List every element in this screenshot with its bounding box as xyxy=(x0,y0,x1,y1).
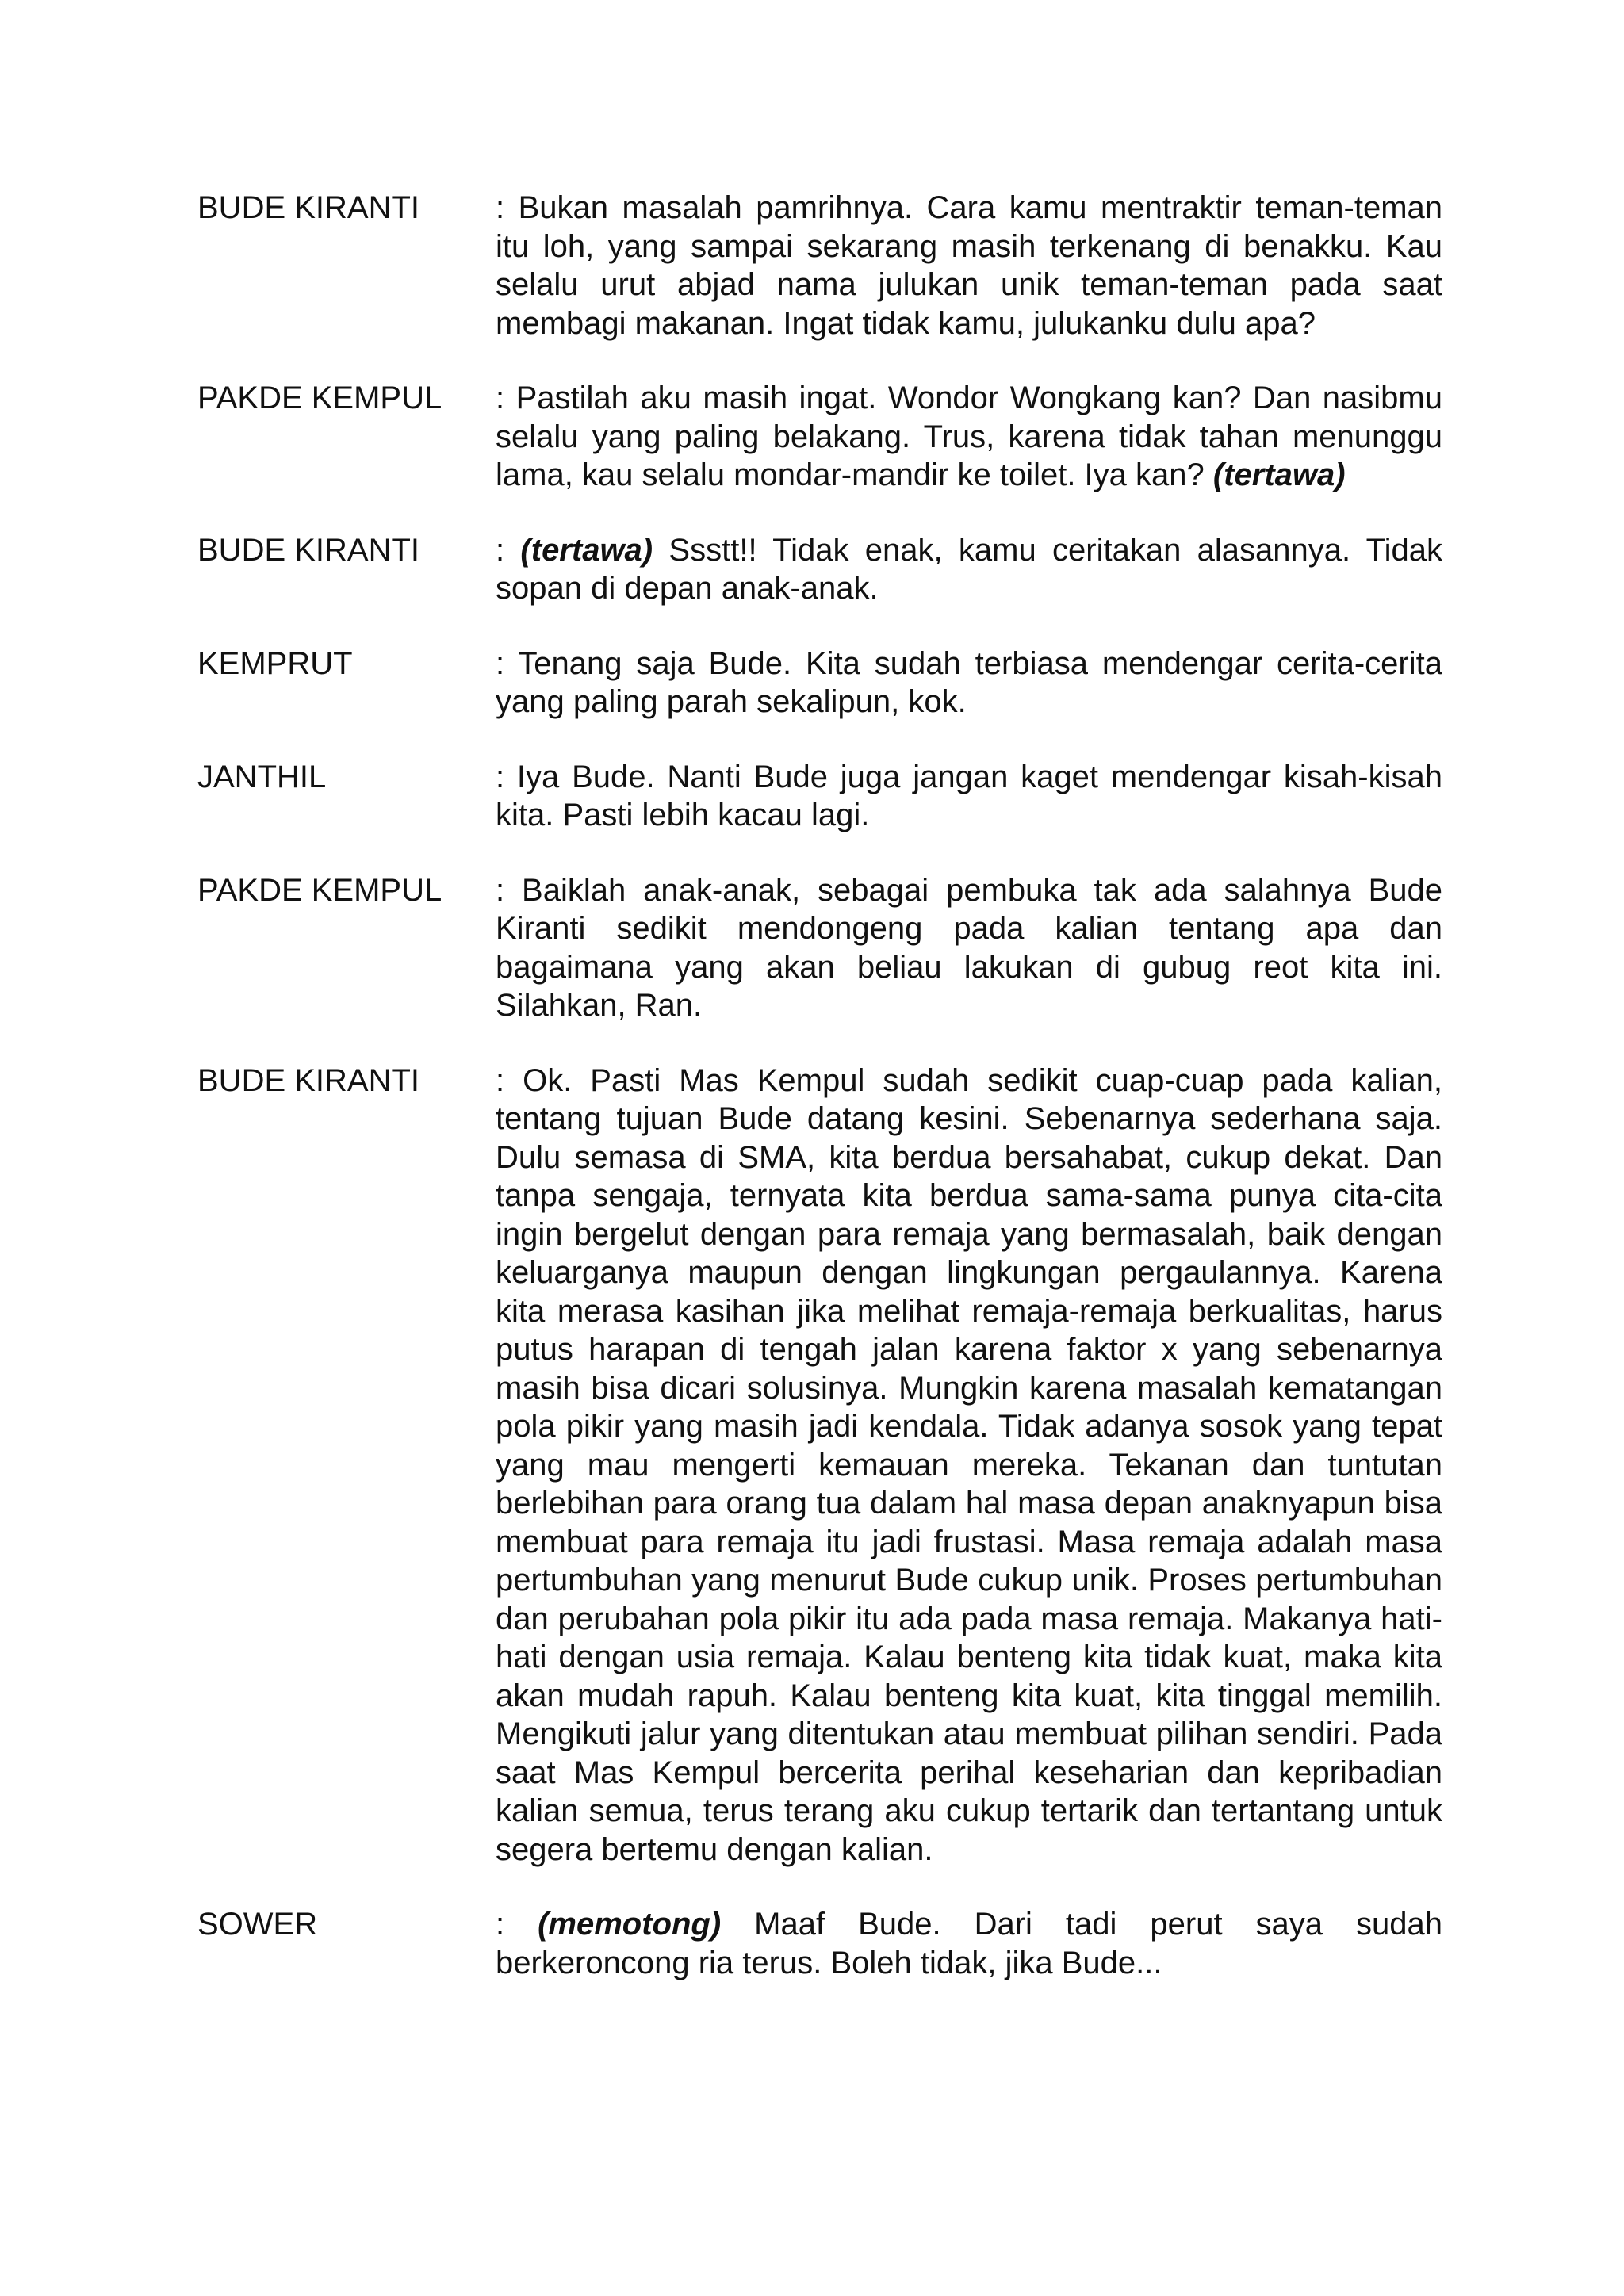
dialogue-segment: : Ok. Pasti Mas Kempul sudah sedikit cuap-cuap pada kalian, tentang tujuan Bude datang kesini. Sebenarnya sederhana saja. Dulu semasa di SMA, kita berdua bersahabat, cukup dekat. Dan tanpa sengaja, ternyata kita berdua sama-sama punya cita-cita ingin bergelut dengan para remaja yang bermasalah, baik dengan keluarganya maupun dengan lingkungan pergaulannya. Karena kita merasa kasihan jika melihat remaja-remaja berkualitas, harus putus harapan di tengah jalan karena faktor x yang sebenarnya masih bisa dicari solusinya. Mungkin karena masalah kematangan pola pikir yang masih jadi kendala. Tidak adanya sosok yang tepat yang mau mengerti kemauan mereka. Tekanan dan tuntutan berlebihan para orang tua dalam hal masa depan anaknyapun bisa membuat para remaja itu jadi frustasi. Masa remaja adalah masa pertumbuhan yang menurut Bude cukup unik. Proses pertumbuhan dan perubahan pola pikir itu ada pada masa remaja. Makanya hati-hati dengan usia remaja. Kalau benteng kita tidak kuat, maka kita akan mudah rapuh. Kalau benteng kita kuat, kita tinggal memilih. Mengikuti jalur yang ditentukan atau membuat pilihan sendiri. Pada saat Mas Kempul bercerita perihal keseharian dan kepribadian kalian semua, terus terang aku cukup tertarik dan tertantang untuk segera bertemu dengan kalian. xyxy=(496,1062,1442,1867)
dialogue-entry xyxy=(197,645,1442,721)
speaker-name: BUDE KIRANTI xyxy=(197,532,420,568)
dialogue-entry xyxy=(197,871,1442,1025)
dialogue-text xyxy=(496,871,1442,1025)
dialogue-segment: : Baiklah anak-anak, sebagai pembuka tak ada salahnya Bude Kiranti sedikit mendongeng pada kalian tentang apa dan bagaimana yang akan beliau lakukan di gubug reot kita ini. Silahkan, Ran. xyxy=(496,872,1442,1023)
dialogue-entry xyxy=(197,379,1442,495)
dialogue-segment: : xyxy=(496,1907,538,1942)
speaker-name: BUDE KIRANTI xyxy=(197,1062,420,1098)
dialogue-text xyxy=(496,1905,1442,1982)
script-dialogue xyxy=(197,189,1442,2019)
speaker-name: PAKDE KEMPUL xyxy=(197,872,442,908)
dialogue-segment: : xyxy=(496,532,521,568)
dialogue-segment: : Tenang saja Bude. Kita sudah terbiasa mendengar cerita-cerita yang paling parah sekalipun, kok. xyxy=(496,645,1442,719)
stage-direction: (tertawa) xyxy=(1212,457,1346,492)
dialogue-segment: : Iya Bude. Nanti Bude juga jangan kaget mendengar kisah-kisah kita. Pasti lebih kacau lagi. xyxy=(496,759,1442,832)
dialogue-text xyxy=(496,379,1442,495)
dialogue-entry xyxy=(197,1062,1442,1869)
speaker-name: PAKDE KEMPUL xyxy=(197,381,442,415)
dialogue-text xyxy=(496,1062,1442,1869)
dialogue-text xyxy=(496,531,1442,608)
dialogue-entry xyxy=(197,758,1442,835)
speaker-name: KEMPRUT xyxy=(197,645,353,681)
dialogue-text xyxy=(496,645,1442,721)
dialogue-segment: Ssstt!! Tidak enak, kamu ceritakan alasannya. Tidak sopan di depan anak-anak. xyxy=(496,532,1442,606)
speaker-name: BUDE KIRANTI xyxy=(197,190,420,225)
dialogue-entry xyxy=(197,531,1442,608)
speaker-name: JANTHIL xyxy=(197,759,327,794)
dialogue-segment: Maaf Bude. Dari tadi perut saya sudah berkeroncong ria terus. Boleh tidak, jika Bude... xyxy=(496,1907,1443,1980)
dialogue-entry xyxy=(197,1905,1442,1982)
dialogue-entry xyxy=(197,189,1442,342)
speaker-name: SOWER xyxy=(197,1907,318,1942)
dialogue-segment: : Bukan masalah pamrihnya. Cara kamu mentraktir teman-teman itu loh, yang sampai sekarang masih terkenang di benakku. Kau selalu urut abjad nama julukan unik teman-teman pada saat membagi makanan. Ingat tidak kamu, julukanku dulu apa? xyxy=(496,190,1442,341)
dialogue-text xyxy=(496,758,1442,835)
dialogue-segment: : Pastilah aku masih ingat. Wondor Wongkang kan? Dan nasibmu selalu yang paling belakang. Trus, karena tidak tahan menunggu lama, kau selalu mondar-mandir ke toilet. Iya kan? xyxy=(496,381,1442,492)
stage-direction: (memotong) xyxy=(538,1907,722,1942)
dialogue-text xyxy=(496,189,1442,342)
stage-direction: (tertawa) xyxy=(520,532,653,568)
